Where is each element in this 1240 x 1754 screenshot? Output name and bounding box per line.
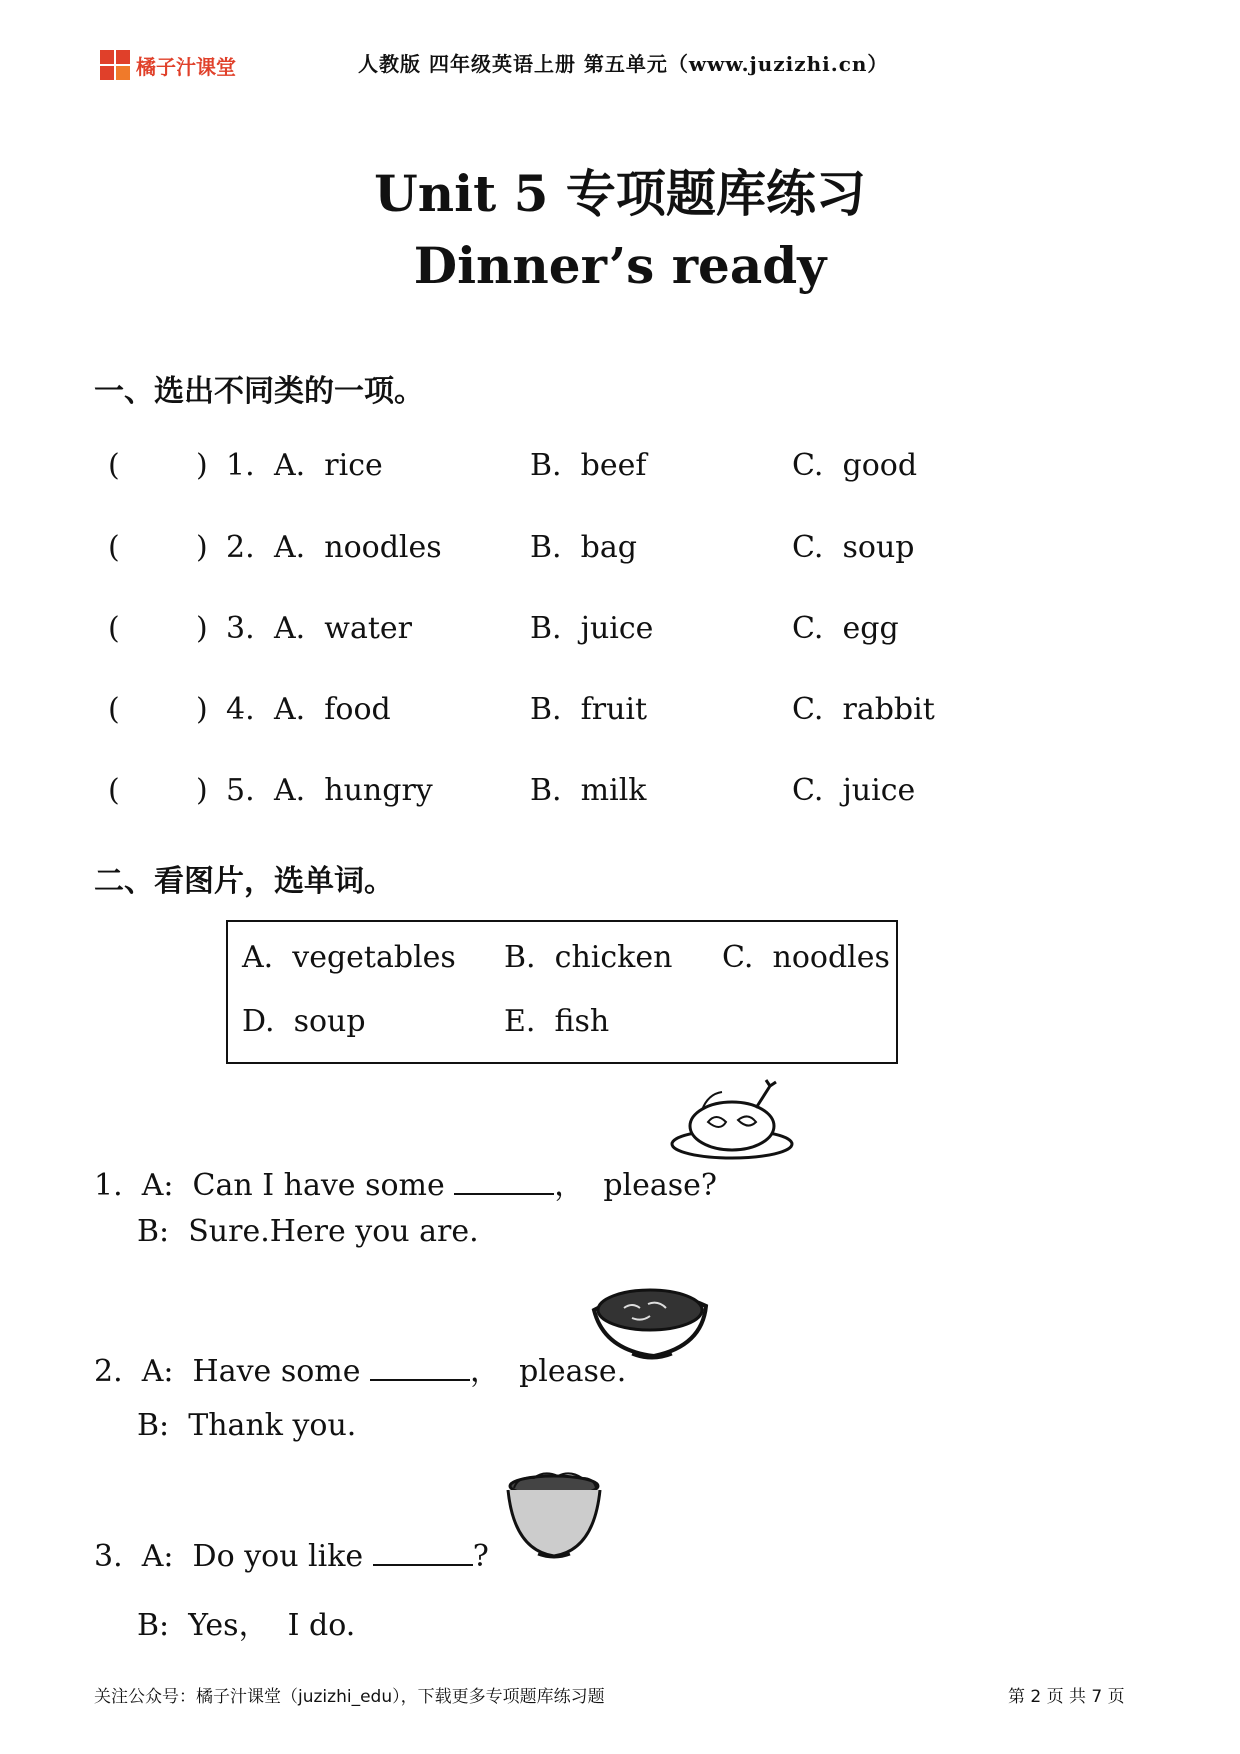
option-b: B. bag bbox=[530, 530, 637, 565]
option-c: C. egg bbox=[792, 611, 899, 646]
question-number: 3. bbox=[226, 611, 255, 646]
footer-note: 关注公众号：橘子汁课堂（juzizhi_edu），下载更多专项题库练习题 bbox=[94, 1687, 605, 1707]
answer-paren-close: ) bbox=[196, 448, 208, 483]
dialogue-1-line-b: B: Sure.Here you are. bbox=[137, 1214, 479, 1249]
roast-chicken-icon bbox=[668, 1072, 796, 1168]
page-subtitle: Dinner’s ready bbox=[413, 236, 827, 295]
soup-bowl-icon bbox=[588, 1276, 714, 1362]
section-2-heading: 二、看图片，选单词。 bbox=[94, 864, 394, 899]
question-number: 5. bbox=[226, 773, 255, 808]
dialogue-1-line-a bbox=[94, 1160, 717, 1204]
logo-icon bbox=[100, 50, 130, 80]
option-c: C. soup bbox=[792, 530, 915, 565]
answer-blank[interactable] bbox=[370, 1351, 470, 1381]
word-option: E. fish bbox=[504, 1004, 610, 1039]
dialogue-2-line-a bbox=[94, 1346, 626, 1390]
dialogue-3-line-a bbox=[94, 1536, 489, 1574]
question-number: 4. bbox=[226, 692, 255, 727]
option-a: A. rice bbox=[274, 448, 383, 483]
answer-paren-open: ( bbox=[108, 448, 120, 483]
question-row bbox=[108, 448, 1008, 488]
question-row bbox=[108, 773, 1008, 813]
page-number: 第 2 页 共 7 页 bbox=[1008, 1687, 1125, 1707]
word-option: C. noodles bbox=[722, 940, 890, 975]
logo-text: 橘子汁课堂 bbox=[136, 54, 236, 79]
dialogue-text: 3. A: Do you like bbox=[94, 1539, 373, 1574]
option-a: A. food bbox=[274, 692, 391, 727]
dialogue-text: 1. A: Can I have some bbox=[94, 1168, 455, 1203]
answer-paren-close: ) bbox=[196, 530, 208, 565]
answer-paren-open: ( bbox=[108, 773, 120, 808]
dialogue-text: ， please? bbox=[554, 1168, 718, 1203]
section-1-heading: 一、选出不同类的一项。 bbox=[94, 374, 424, 409]
option-b: B. juice bbox=[530, 611, 654, 646]
answer-paren-open: ( bbox=[108, 692, 120, 727]
dialogue-text: 2. A: Have some bbox=[94, 1354, 371, 1389]
brand-logo bbox=[100, 50, 236, 80]
question-number: 2. bbox=[226, 530, 255, 565]
option-c: C. juice bbox=[792, 773, 916, 808]
option-a: A. water bbox=[274, 611, 412, 646]
question-row bbox=[108, 611, 1008, 651]
dialogue-3-line-b: B: Yes， I do. bbox=[137, 1608, 356, 1643]
option-a: A. noodles bbox=[274, 530, 442, 565]
option-c: C. good bbox=[792, 448, 918, 483]
answer-paren-close: ) bbox=[196, 773, 208, 808]
word-bank-box bbox=[226, 920, 898, 1064]
answer-blank[interactable] bbox=[373, 1536, 473, 1566]
option-a: A. hungry bbox=[274, 773, 433, 808]
header-title: 人教版 四年级英语上册 第五单元（www.juzizhi.cn） bbox=[358, 52, 889, 76]
word-option: A. vegetables bbox=[242, 940, 456, 975]
noodle-bowl-icon bbox=[500, 1470, 608, 1562]
question-row bbox=[108, 530, 1008, 570]
word-option: D. soup bbox=[242, 1004, 366, 1039]
dialogue-text: ? bbox=[472, 1539, 489, 1574]
option-b: B. beef bbox=[530, 448, 647, 483]
answer-paren-open: ( bbox=[108, 611, 120, 646]
answer-paren-close: ) bbox=[196, 611, 208, 646]
question-number: 1. bbox=[226, 448, 255, 483]
dialogue-2-line-b: B: Thank you. bbox=[137, 1408, 357, 1443]
answer-blank[interactable] bbox=[454, 1165, 554, 1195]
option-b: B. milk bbox=[530, 773, 647, 808]
answer-paren-open: ( bbox=[108, 530, 120, 565]
page-title: Unit 5 专项题库练习 bbox=[374, 164, 866, 223]
word-option: B. chicken bbox=[504, 940, 673, 975]
option-c: C. rabbit bbox=[792, 692, 935, 727]
option-b: B. fruit bbox=[530, 692, 648, 727]
question-row bbox=[108, 692, 1008, 732]
answer-paren-close: ) bbox=[196, 692, 208, 727]
dialogue-text: ， please. bbox=[470, 1354, 627, 1389]
